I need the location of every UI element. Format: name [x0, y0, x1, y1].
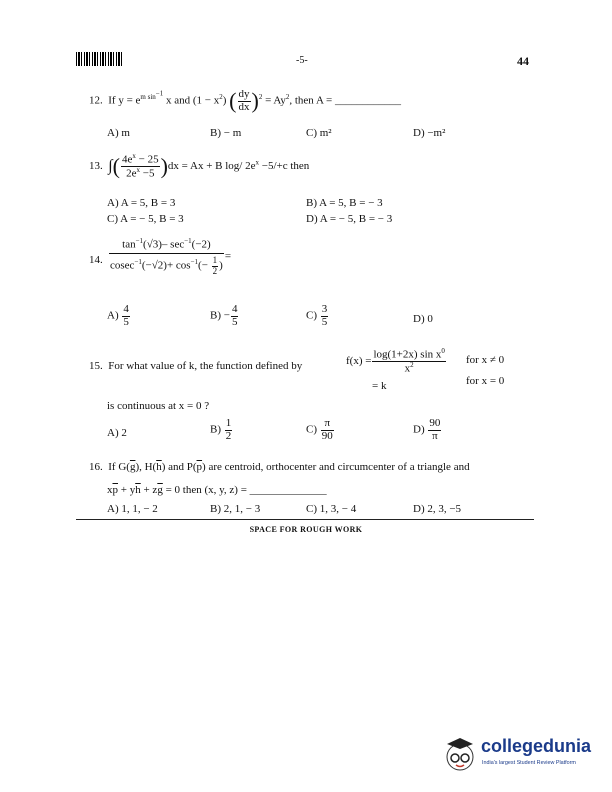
q14-option-d: D) 0 [413, 313, 433, 325]
q16-line-2: $x\overline{p} + y\overline{h} + z\overline{g} = 0$ then (x, y, z) = ______________ [107, 484, 327, 496]
divider [76, 519, 534, 520]
q16-option-c: C) 1, 3, − 4 [306, 503, 357, 515]
q13-option-d: D) A = − 5, B = − 3 [306, 213, 393, 225]
question-13: 13. ∫( $\frac{4e^x - 25}{2e^x -5}$ )dx = Ax + B log/ $2e^x -5/+c$ then [89, 152, 310, 180]
q15-option-d: D) $\frac{90}{\pi}$ [413, 417, 441, 442]
q14-option-c: C) $\frac{3}{5}$ [306, 303, 328, 328]
q15-continuity: is continuous at x = 0 ? [107, 400, 210, 412]
q12-option-d: D) −m² [413, 127, 446, 139]
q13-option-a: A) A = 5, B = 3 [107, 197, 176, 209]
q15-option-c: C) $\frac{\pi}{90}$ [306, 417, 333, 442]
q15-function: f(x) = $\frac{\log(1+2x) \sin x^0}{x^2}$ [346, 347, 445, 375]
q15-condition-1: for x ≠ 0 [466, 354, 505, 366]
page-marker: -5- [296, 55, 308, 66]
q16-option-b: B) 2, 1, − 3 [210, 503, 261, 515]
q16-option-a: A) 1, 1, − 2 [107, 503, 158, 515]
question-16: 16. If $G(\overline{g})$, $H(\overline{h})$ and $P(\overline{p})$ are centroid, orthocenter and circumcenter of a triangle and [89, 461, 470, 473]
page-number: 44 [517, 54, 529, 68]
q12-option-c: C) m² [306, 127, 332, 139]
brand-name: collegedunia [481, 736, 592, 756]
question-15: 15. For what value of k, the function defined by [89, 360, 303, 372]
q15-option-a: A) 2 [107, 427, 127, 439]
q14-option-a: A) $\frac{4}{5}$ [107, 303, 129, 328]
q12-option-b: B) − m [210, 127, 242, 139]
q15-condition-2: for x = 0 [466, 375, 505, 387]
question-12: 12. If $y = e^{m sin^{-1}}$ x and $(1 - x^2)$ ( $\frac{dy}{dx}$ )$^2 = Ay^2$, then A = ____________ [89, 88, 401, 114]
rough-work-label: SPACE FOR ROUGH WORK [249, 525, 363, 534]
brand-tagline: India's largest Student Review Platform [482, 760, 576, 766]
q12-option-a: A) m [107, 127, 130, 139]
q16-option-d: D) 2, 3, −5 [413, 503, 462, 515]
q14-number: 14. [89, 254, 103, 266]
q15-value-2: = k [372, 380, 387, 392]
mascot-logo-icon [441, 734, 479, 774]
q14-option-b: B) − $\frac{4}{5}$ [210, 303, 238, 328]
question-14: $\tan^{-1}(√3)-$ $\sec^{-1}(-2)$ $cosec^{-1}(-√2)+ \cos^{-1}(-$ $\frac{1}{2}$ ) = [110, 237, 232, 276]
q15-option-b: B) $\frac{1}{2}$ [210, 417, 232, 442]
barcode [76, 52, 122, 66]
q13-option-b: B) A = 5, B = − 3 [306, 197, 383, 209]
q13-option-c: C) A = − 5, B = 3 [107, 213, 184, 225]
